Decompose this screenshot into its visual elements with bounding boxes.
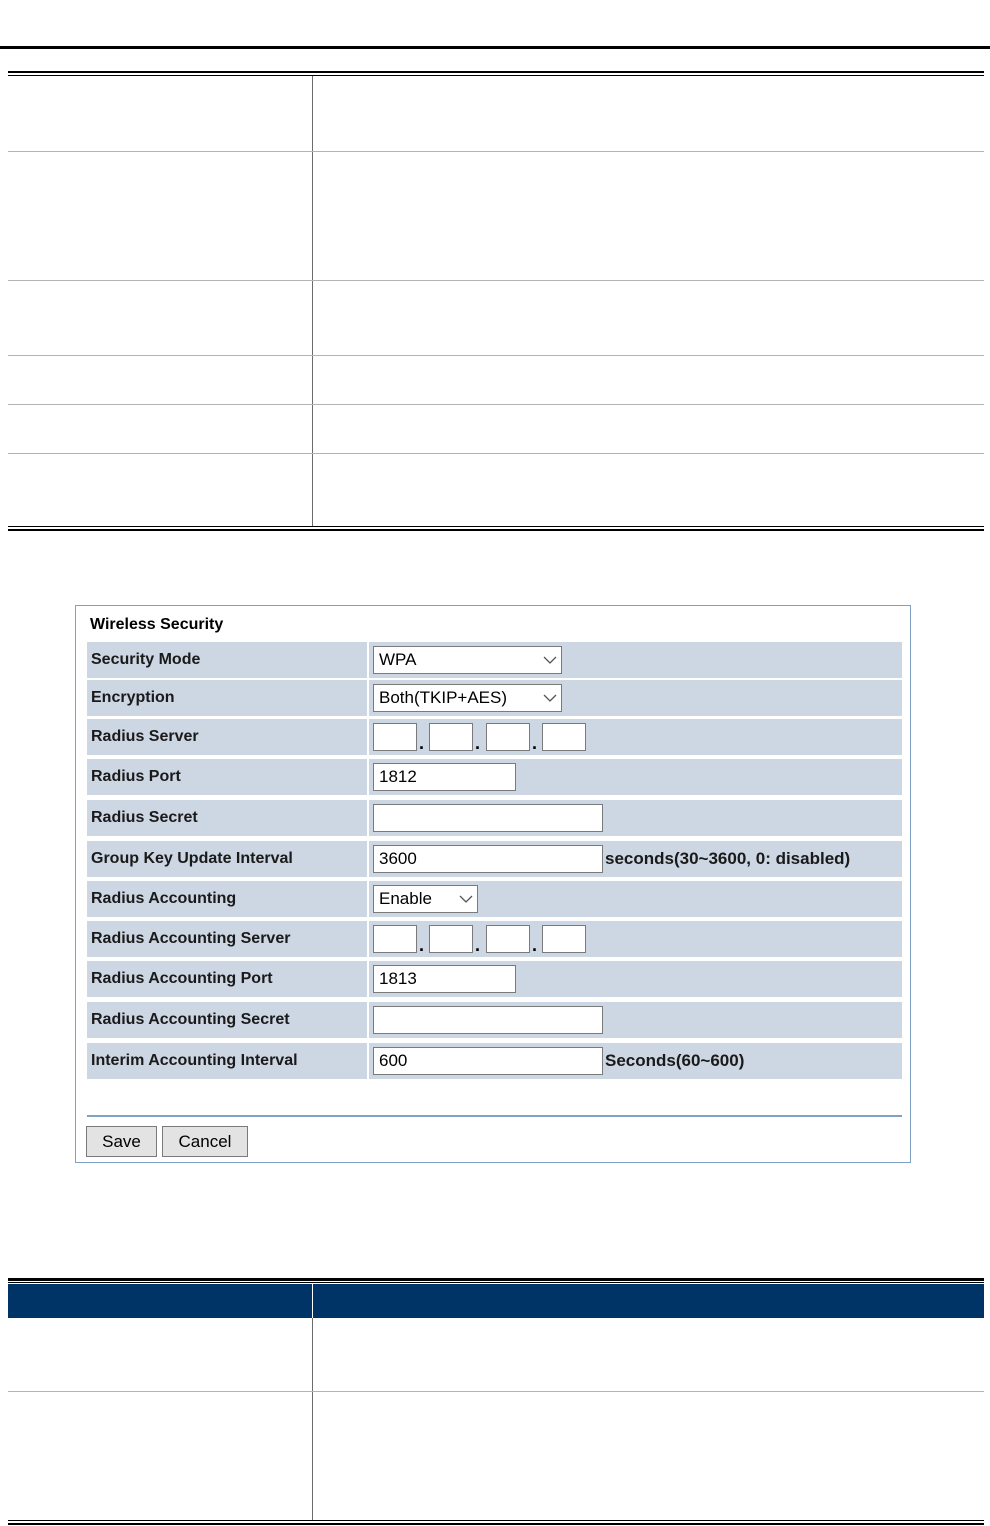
row-radius-server xyxy=(87,719,902,755)
row-encryption xyxy=(87,680,902,716)
table-bottom-border xyxy=(8,526,984,531)
table-row-divider xyxy=(8,151,984,152)
chevron-down-icon xyxy=(459,892,473,906)
encryption-label: Encryption xyxy=(91,689,175,706)
table-row-divider xyxy=(8,280,984,281)
radius-port-input[interactable]: 1812 xyxy=(373,763,516,791)
security-mode-label: Security Mode xyxy=(91,651,201,668)
table-header xyxy=(8,1284,984,1318)
ip-separator: . xyxy=(532,935,538,955)
save-button[interactable]: Save xyxy=(86,1126,157,1157)
table-row-divider xyxy=(8,404,984,405)
chevron-down-icon xyxy=(543,653,557,667)
radius-accounting-server-octet-3[interactable] xyxy=(486,925,530,953)
table-column-divider xyxy=(312,1318,313,1521)
radius-server-octet-1[interactable] xyxy=(373,723,417,751)
panel-separator xyxy=(87,1115,902,1117)
row-radius-accounting xyxy=(87,881,902,917)
page-header-rule xyxy=(0,46,990,49)
ip-separator: . xyxy=(419,733,425,753)
row-group-key-update-interval xyxy=(87,841,902,877)
radius-port-label: Radius Port xyxy=(91,768,181,785)
radius-accounting-port-label: Radius Accounting Port xyxy=(91,970,273,987)
table-top-border xyxy=(8,1278,984,1281)
radius-accounting-server-octet-2[interactable] xyxy=(429,925,473,953)
radius-accounting-server-label: Radius Accounting Server xyxy=(91,930,291,947)
row-radius-accounting-port xyxy=(87,961,902,997)
interim-accounting-interval-input[interactable]: 600 xyxy=(373,1047,603,1075)
table-bottom-border xyxy=(8,1520,984,1525)
radius-server-octet-4[interactable] xyxy=(542,723,586,751)
table-row-divider xyxy=(8,1391,984,1392)
radius-accounting-select[interactable]: Enable xyxy=(373,885,478,913)
radius-secret-label: Radius Secret xyxy=(91,809,198,826)
ip-separator: . xyxy=(419,935,425,955)
description-table-bottom xyxy=(8,1278,984,1526)
group-key-update-interval-input[interactable]: 3600 xyxy=(373,845,603,873)
ip-separator: . xyxy=(532,733,538,753)
row-radius-accounting-server xyxy=(87,921,902,957)
table-top-border-inner xyxy=(8,1282,984,1283)
table-header-divider xyxy=(312,1284,313,1318)
interim-interval-hint: Seconds(60~600) xyxy=(605,1051,745,1070)
row-radius-secret xyxy=(87,800,902,836)
radius-secret-input[interactable] xyxy=(373,804,603,832)
row-interim-accounting-interval xyxy=(87,1043,902,1079)
encryption-select[interactable]: Both(TKIP+AES) xyxy=(373,684,562,712)
row-security-mode xyxy=(87,642,902,678)
radius-server-label: Radius Server xyxy=(91,728,199,745)
radius-accounting-label: Radius Accounting xyxy=(91,890,237,907)
wireless-security-panel xyxy=(75,605,911,1163)
radius-accounting-secret-input[interactable] xyxy=(373,1006,603,1034)
group-key-update-interval-label: Group Key Update Interval xyxy=(91,850,293,867)
radius-server-octet-2[interactable] xyxy=(429,723,473,751)
row-radius-accounting-secret xyxy=(87,1002,902,1038)
panel-title: Wireless Security xyxy=(90,616,224,633)
group-key-interval-hint: seconds(30~3600, 0: disabled) xyxy=(605,849,851,868)
ip-separator: . xyxy=(475,935,481,955)
radius-accounting-server-octet-1[interactable] xyxy=(373,925,417,953)
interim-accounting-interval-label: Interim Accounting Interval xyxy=(91,1052,298,1069)
row-radius-port xyxy=(87,759,902,795)
radius-accounting-server-octet-4[interactable] xyxy=(542,925,586,953)
radius-accounting-secret-label: Radius Accounting Secret xyxy=(91,1011,290,1028)
chevron-down-icon xyxy=(543,691,557,705)
table-column-divider xyxy=(312,76,313,526)
table-top-border xyxy=(8,71,984,76)
radius-server-octet-3[interactable] xyxy=(486,723,530,751)
description-table-top xyxy=(8,71,984,531)
security-mode-select[interactable]: WPA xyxy=(373,646,562,674)
table-row-divider xyxy=(8,453,984,454)
cancel-button[interactable]: Cancel xyxy=(162,1126,248,1157)
table-row-divider xyxy=(8,355,984,356)
ip-separator: . xyxy=(475,733,481,753)
radius-accounting-port-input[interactable]: 1813 xyxy=(373,965,516,993)
